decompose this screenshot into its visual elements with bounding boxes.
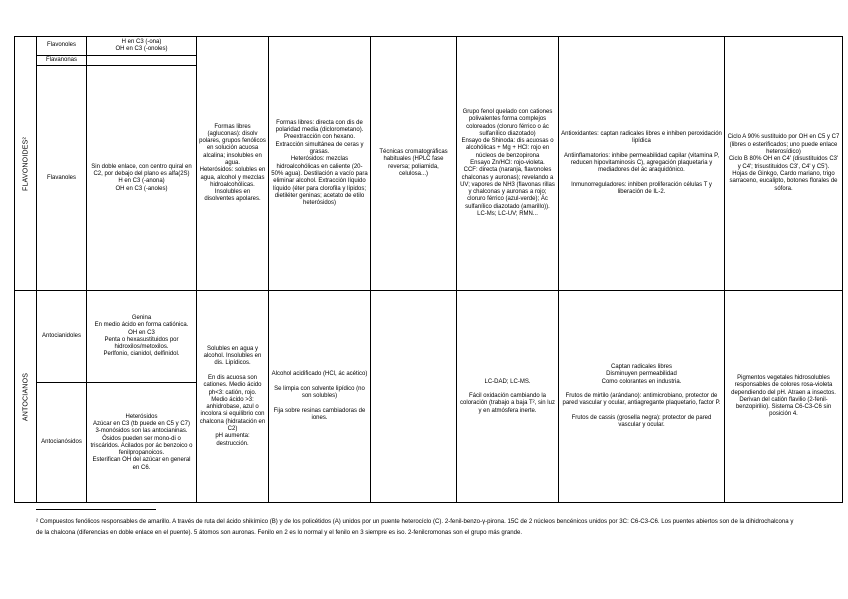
antocianos-identification: LC-DAD; LC-MS. Fácil oxidación cambiando la coloración (trabajo a baja T², sin luz y en atmósfera inerte.	[457, 291, 559, 503]
footnote-separator	[36, 509, 156, 510]
antocianos-extraction: Alcohol acidificado (HCl, ác acético) Se limpia con solvente lipídico (no son solubles) Fija sobre resinas cambiadoras de iones.	[269, 291, 371, 503]
antocianosidos-structure: Heterósidos Azúcar en C3 (tb puede en C5 y C7) 3-monósidos son las antocianinas. Ósidos pueden ser mono-di o triscáridos. Acilados por ác benzoico o fenilpropanoicos. Esterifican OH del azúcar en general en C6.	[87, 383, 197, 503]
flavonoides-properties: Formas libres (agluconas): disolv polares, grupos fenólicos en solución acuosa alcalina; insolubles en agua. Heterósidos: solubles en agua, alcohol y mezclas hidroalcohólicas. Insolubles en disolventes apolares.	[197, 37, 269, 291]
subtype-antocianosidos: Antocianósidos	[37, 383, 87, 503]
subtype-flavonoles: Flavonoles	[37, 37, 87, 56]
flavonoides-extraction: Formas libres: directa con dis de polaridad media (diclorometano). Preextracción con hexano. Extracción simultánea de ceras y grasas. Heterósidos: mezclas hidroalcohólicas en caliente (20-50% agua). Destilación a vacío para eliminar alcohol. Extracción líquido líquido (éter para clorofila y lípidos; dietiléter geninas; acetato de etilo heterósidos)	[269, 37, 371, 291]
group-flavonoides	[15, 37, 37, 291]
flavonoides-identification: Grupo fenol quelado con cationes polivalentes forma complejos coloreados (cloruro férrico o ác sulfanílico diazotado) Ensayo de Shinoda: dis acuosas o alcohólicas + Mg + HCl: rojo en núcleos de benzopirona Ensayo Zn/HCl: rojo-violeta. CCF: directa (naranja, flavonoles chalconas y auronas); revelando a UV; vapores de NH3 (flavonas rillas y chalconas y auronas a rojo; cloruro férrico (azul-verde); Ác sulfanílico diazotado (amarillo)). LC-Ms; LC-UV; RMN...	[457, 37, 559, 291]
antocianos-properties: Solubles en agua y alcohol. Insolubles en dis. Lipídicos. En dis acuosa son cationes. Medio ácido ph<3: catión, rojo. Medio ácido >3: anhidrobase, azul o incolora si equilibrio con chalcona (hidratación en C2) pH aumenta: destrucción.	[197, 291, 269, 503]
flavanonas-structure	[87, 56, 197, 66]
flavonoides-separation: Técnicas cromatográficas habituales (HPLC fase reversa; poliamida, celulosa...)	[371, 37, 457, 291]
subtype-flavanoles: Flavanoles	[37, 66, 87, 291]
group-antocianos	[15, 291, 37, 503]
antocianos-separation	[371, 291, 457, 503]
flavonoides-activity: Antioxidantes: captan radicales libres e inhiben peroxidación lipídica Antiinflamatorios: inhibe permeabilidad capilar (vitamina P, reducen hipovitaminosis C), agregación plaquetaria y mediadores del ác araquidónico. Inmunorreguladores: inhiben proliferación células T y liberación de IL-2.	[559, 37, 725, 291]
antocianidoles-structure: Genina En medio ácido en forma catiónica. OH en C3 Penta o hexasustituidos por hidroxilos/metoxilos. Perlfonio, cianidol, delfinidol.	[87, 291, 197, 383]
group-label-flavonoides: FLAVONOIDES²	[21, 136, 29, 191]
subtype-flavanonas: Flavanonas	[37, 56, 87, 66]
group-label-antocianos: ANTOCIANOS	[21, 372, 29, 421]
flavonoids-anthocyanins-table	[14, 36, 843, 503]
flavonoles-structure: H en C3 (-ona) OH en C3 (-onoles)	[87, 37, 197, 56]
antocianos-sources: Pigmentos vegetales hidrosolubles responsables de colores rosa-violeta dependiendo del pH. Atraen a insectos. Derivan del catión flavilio (2-fenil-benzopirilio). Sistema C6-C3-C6 sin posición 4.	[725, 291, 843, 503]
flavanoles-structure: Sin doble enlace, con centro quiral en C2, por debajo del plano es alfa(2S) H en C3 (-anona) OH en C3 (-anoles)	[87, 66, 197, 291]
subtype-antocianidoles: Antocianidoles	[37, 291, 87, 383]
antocianos-activity: Captan radicales libres Disminuyen permeabilidad Como colorantes en industria. Frutos de mirtilo (arándano): antimicrobiano, protector de pared vascular y ocular, antiagregante plaquetario, factor P. Frutos de cassis (grosella negra): protector de pared vascular y ocular.	[559, 291, 725, 503]
footnote: ² Compuestos fenólicos responsables de amarillo. A través de ruta del ácido shikímico (B) y de los policétidos (A) unidos por un puente heterocíclo (C). 2-fenil-benzo-γ-pirona. 15C de 2 núcleos bencénicos unidos por 3C: C6-C3-C6. Los puentes abiertos son de la dihidrochalcona y de la chalcona (diferencias en doble enlace en el puente). 5 átomos son auronas. Fenilo en 2 es lo normal y el fenilo en 3 siempre es iso. 2-fenilcromonas son el grupo más grande.	[36, 518, 794, 536]
flavonoides-sources: Ciclo A 90% sustituido por OH en C5 y C7 (libres o esterificados; uno puede enlace heterosídico) Ciclo B 80% OH en C4' (disustituidos C3' y C4'; trisustituidos C3', C4' y C5'). Hojas de Ginkgo, Cardo mariano, trigo sarraceno, eucalipto, botones florales de sófora.	[725, 37, 843, 291]
